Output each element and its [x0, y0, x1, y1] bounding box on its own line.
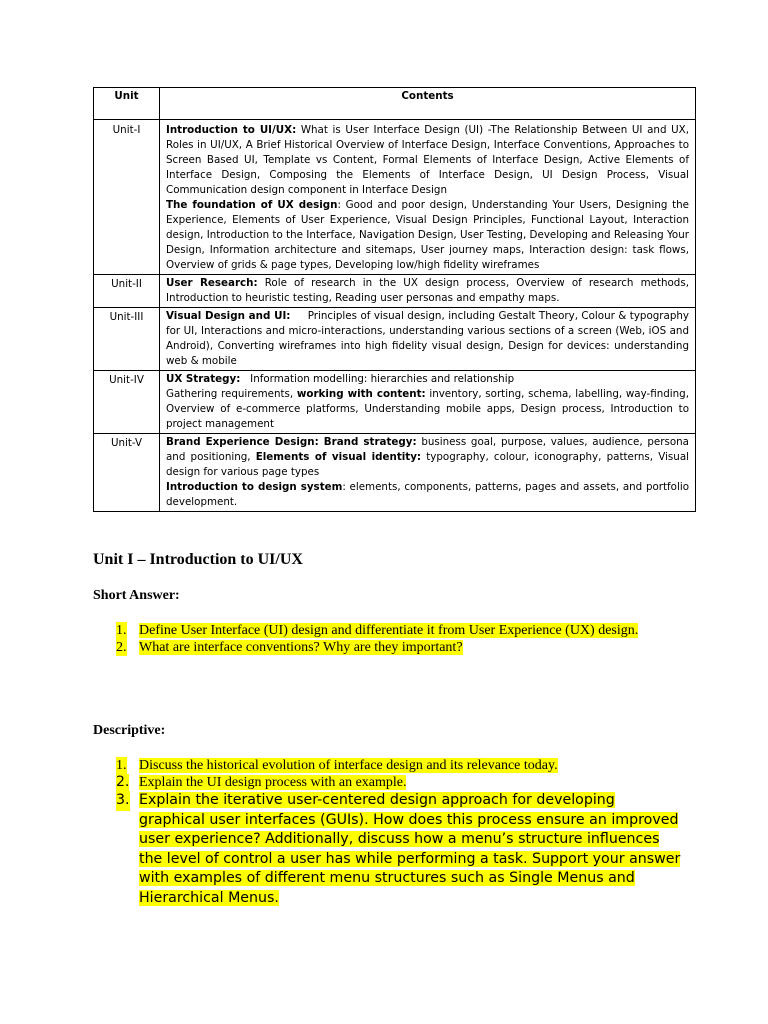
question-number: 2. — [116, 774, 130, 790]
unit-paragraph — [166, 198, 689, 273]
table-row — [94, 275, 696, 308]
unit-paragraph — [166, 435, 689, 480]
topic-text: Information modelling: hierarchies and relationship — [240, 373, 515, 385]
topic-text: What is User Interface Design (UI) -The Relationship Between UI and UX, Roles in UI/UX, A Brief Historical Overview of Interface Design, Interface Conventions, Approaches to Screen Based UI, Template vs Content, Formal Elements of Interface Design, Active Elements of Interface Design, Composing the Elements of Interface Design, UI Design Process, Visual Communication design component in Interface Design — [166, 124, 690, 196]
unit-paragraph — [166, 309, 693, 369]
topic-title: The foundation of UX design — [166, 199, 338, 211]
header-contents: Contents — [160, 88, 696, 120]
topic-title: working with content: — [296, 388, 426, 400]
list-item — [93, 791, 683, 908]
topic-title: Introduction to UI/UX: — [166, 124, 297, 136]
table-row — [94, 308, 696, 371]
list-item — [93, 639, 683, 656]
question-number: 1. — [116, 758, 127, 773]
unit-paragraph — [166, 276, 689, 306]
topic-title: Brand Experience Design: Brand strategy: — [166, 436, 417, 448]
question-text: Define User Interface (UI) design and differentiate it from User Experience (UX) design. — [139, 623, 639, 638]
topic-text: inventory, sorting, schema, labelling, way-finding, Overview of e-commerce platforms, Understanding mobile apps, Design process, Introduction to project management — [166, 388, 689, 430]
short-answer-list — [93, 622, 683, 656]
unit-paragraph — [166, 387, 689, 432]
short-answer-heading: Short Answer: — [93, 588, 180, 603]
topic-title: Visual Design and UI: — [166, 310, 291, 322]
descriptive-heading: Descriptive: — [93, 723, 166, 738]
question-number: 3. — [116, 791, 130, 811]
contents-cell — [160, 434, 696, 512]
topic-title: Elements of visual identity: — [255, 451, 422, 463]
topic-text: typography, colour, iconography, patterns, Visual design for various page types — [166, 451, 689, 478]
list-item — [93, 757, 683, 774]
question-text: Discuss the historical evolution of interface design and its relevance today. — [139, 758, 558, 773]
descriptive-list — [93, 757, 683, 908]
list-item — [93, 774, 683, 791]
list-item — [93, 622, 683, 639]
topic-text: Role of research in the UX design process, Overview of research methods, Introduction to heuristic testing, Reading user personas and empathy maps. — [166, 277, 689, 304]
question-text: What are interface conventions? Why are they important? — [139, 640, 463, 655]
table-row — [94, 434, 696, 512]
syllabus-table — [93, 87, 696, 512]
topic-text: Principles of visual design, including Gestalt Theory, Colour & typography for UI, Interactions and micro-interactions, understanding various sections of a screen (Web, iOS and Android), Converting wireframes into high fidelity visual design, Design for devices: understanding web & mobile — [166, 310, 693, 367]
unit-paragraph — [166, 480, 689, 510]
section-heading: Unit I – Introduction to UI/UX — [93, 551, 303, 568]
unit-cell: Unit-III — [94, 308, 160, 371]
question-number: 2. — [116, 640, 127, 655]
topic-title: UX Strategy: — [166, 373, 241, 385]
contents-cell — [160, 120, 696, 275]
unit-cell: Unit-I — [94, 120, 160, 275]
unit-cell: Unit-IV — [94, 371, 160, 434]
contents-cell — [160, 308, 696, 371]
contents-cell — [160, 371, 696, 434]
header-unit: Unit — [94, 88, 160, 120]
topic-title: Introduction to design system — [166, 481, 343, 493]
table-header-row — [94, 88, 696, 120]
topic-text: Gathering requirements, — [166, 388, 297, 400]
topic-text: : elements, components, patterns, pages and assets, and portfolio development. — [166, 481, 689, 508]
topic-text: : Good and poor design, Understanding Your Users, Designing the Experience, Elements of User Experience, Visual Design Principles, Functional Layout, Interaction design, Introduction to the Interface, Navigation Design, User Testing, Developing and Releasing Your Design, Information architecture and sitemaps, User journey maps, Interaction design: task flows, Overview of grids & page types, Developing low/high fidelity wireframes — [166, 199, 690, 271]
unit-cell: Unit-V — [94, 434, 160, 512]
question-text: Explain the iterative user-centered design approach for developing graphical user interfaces (GUIs). How does this process ensure an improved user experience? Additionally, discuss how a menu’s structure influences the level of control a user has while performing a task. Support your answer with examples of different menu structures such as Single Menus and Hierarchical Menus. — [139, 792, 681, 906]
table-row — [94, 120, 696, 275]
question-text: Explain the UI design process with an example. — [139, 775, 407, 790]
unit-paragraph — [166, 372, 689, 387]
topic-text: business goal, purpose, values, audience, persona and positioning, — [166, 436, 689, 463]
question-number: 1. — [116, 623, 127, 638]
topic-title: User Research: — [166, 277, 258, 289]
unit-cell: Unit-II — [94, 275, 160, 308]
contents-cell — [160, 275, 696, 308]
table-row — [94, 371, 696, 434]
unit-paragraph — [166, 123, 689, 198]
